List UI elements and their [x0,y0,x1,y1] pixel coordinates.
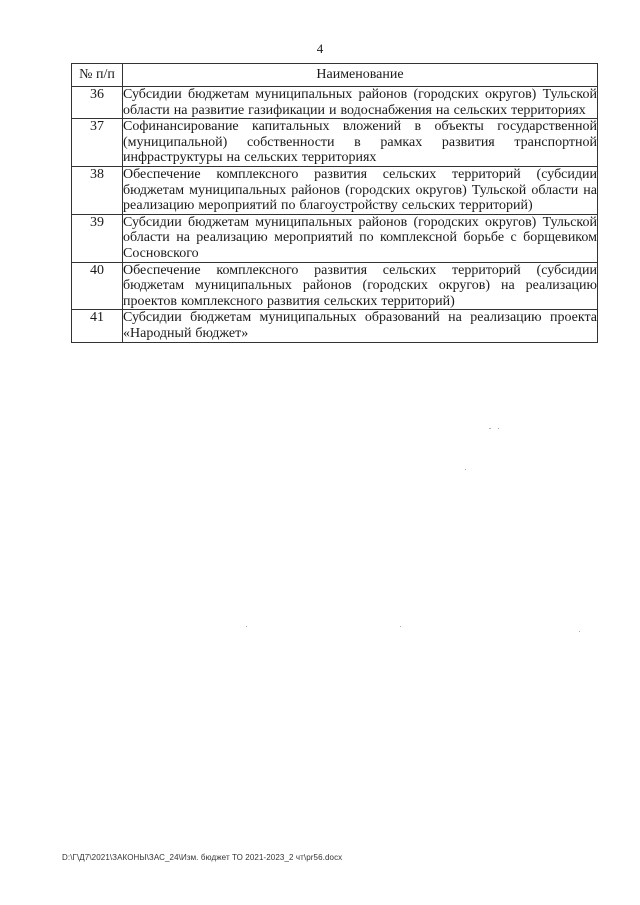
footer-file-path: D:\Г\Д7\2021\ЗАКОНЫ\ЗАС_24\Изм. бюджет ТО 2021-2023_2 чт\pr56.docx [62,853,343,862]
page-number: 4 [316,41,324,56]
row-number: 41 [72,310,123,342]
header-name: Наименование [123,64,598,87]
table-header-row [72,64,598,87]
table-row [72,119,598,167]
scan-speck [579,631,580,632]
row-name: Обеспечение комплексного развития сельских территорий (субсидии бюджетам муниципальных районов (городских округов) Тульской области на реализацию мероприятий по благоустройству сельских территорий) [123,166,597,214]
row-name: Субсидии бюджетам муниципальных образований на реализацию проекта «Народный бюджет» [123,310,597,341]
items-table [71,63,598,343]
scan-speck [465,469,466,470]
row-number: 39 [72,214,123,262]
row-number: 40 [72,262,123,310]
table-row [72,166,598,214]
table-row [72,214,598,262]
row-name: Обеспечение комплексного развития сельских территорий (субсидии бюджетам муниципальных районов (городских округов) на реализацию проектов комплексного развития сельских территорий) [123,262,597,309]
header-number: № п/п [72,64,123,87]
scan-speck [246,626,247,627]
row-number: 36 [72,87,123,119]
row-name: Субсидии бюджетам муниципальных районов (городских округов) Тульской области на реализацию мероприятий по комплексной борьбе с борщевиком Сосновского [123,214,597,261]
row-number: 38 [72,166,123,214]
scan-speck [489,428,491,429]
table-row [72,262,598,310]
table-row [72,310,598,342]
row-number: 37 [72,119,123,167]
row-name: Субсидии бюджетам муниципальных районов (городских округов) Тульской области на развитие газификации и водоснабжения на сельских территориях [123,87,597,118]
scan-speck [400,626,401,627]
table-row [72,87,598,119]
row-name: Софинансирование капитальных вложений в объекты государственной (муниципальной) собственности в рамках развития транспортной инфраструктуры на сельских территориях [123,119,597,166]
scan-speck [498,428,499,429]
